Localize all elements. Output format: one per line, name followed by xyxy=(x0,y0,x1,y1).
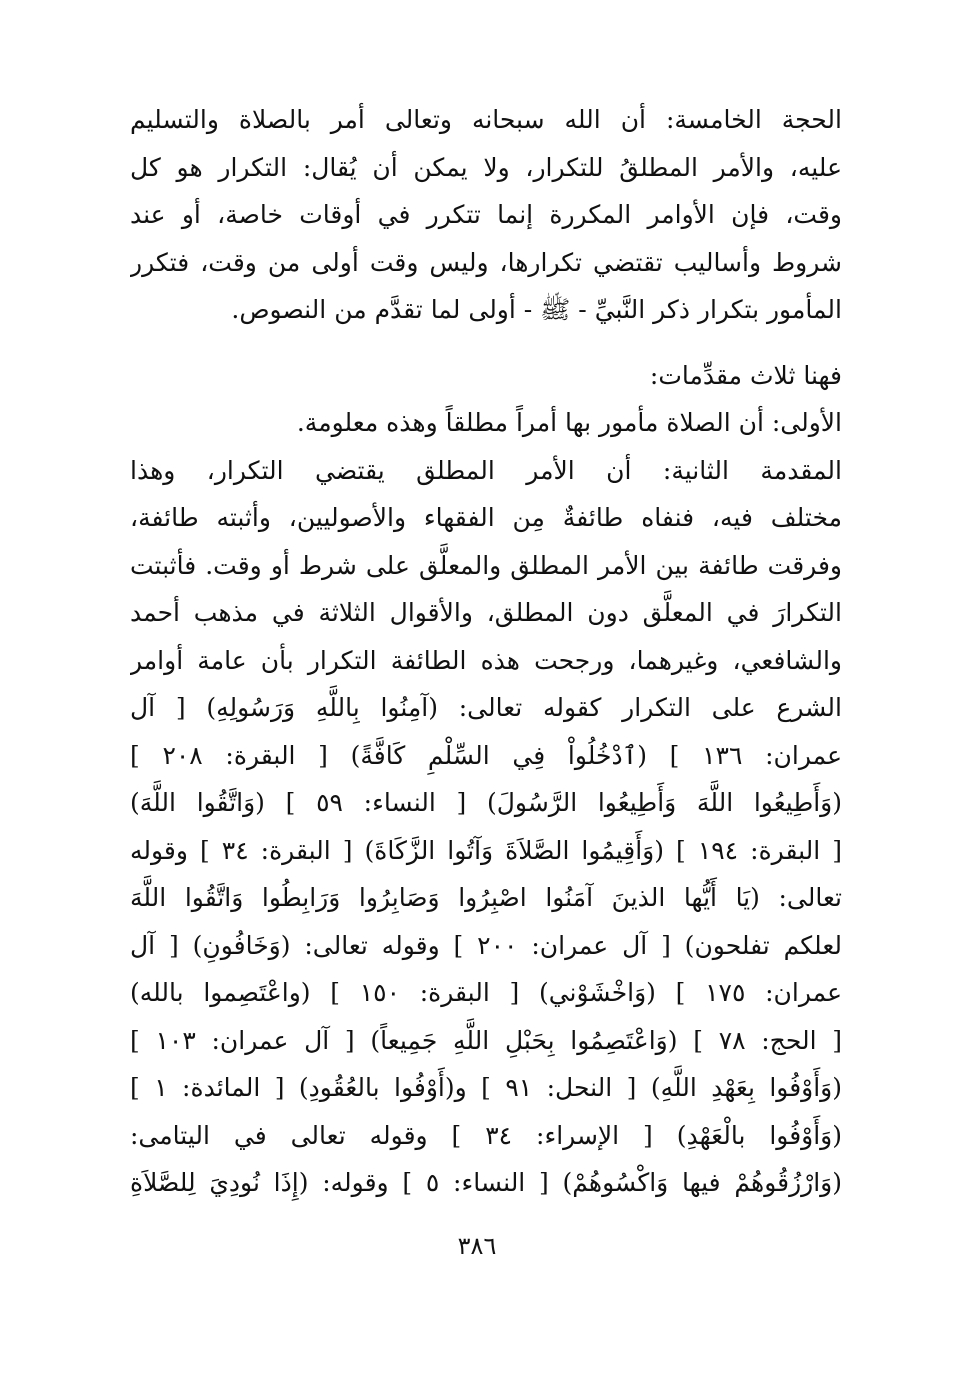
text-line: التكرارَ في المعلَّق دون المطلق، والأقوال الثلاثة في مذهب أحمد xyxy=(130,598,842,627)
text-line: فهنا ثلاث مقدِّمات: xyxy=(649,360,842,390)
text-line: الأولى: أن الصلاة مأمور بها أمراً مطلقاً وهذه معلومة. xyxy=(296,408,842,437)
paragraph-gap xyxy=(130,334,842,352)
text-line: شروط وأساليب تقتضي تكرارها، وليس وقت أولى من وقت، فتكرر xyxy=(130,247,842,277)
text-line: المأمور بتكرار ذكر النَّبيِّ - ﷺ - أولى لما تقدَّم من النصوص. xyxy=(231,295,842,324)
text-line: والشافعي، وغيرهما، ورجحت هذه الطائفة التكرار بأن عامة أوامر xyxy=(130,645,842,675)
text-line: مختلف فيه، فنفاه طائفةٌ مِن الفقهاء والأصوليين، وأثبته طائفة، xyxy=(130,503,842,532)
text-line: وقت، فإن الأوامر المكررة إنما تتكرر في أوقات خاصة، أو عند xyxy=(130,200,842,229)
text-line: [ البقرة: ١٩٤ ] (وَأَقِيمُوا الصَّلاَةَ وَآتُوا الزَّكَاةَ) [ البقرة: ٣٤ ] وقوله xyxy=(130,835,842,865)
page-number: ٣٨٦ xyxy=(457,1232,497,1260)
text-line: عليه، والأمر المطلقُ للتكرار، ولا يمكن أن يُقال: التكرار هو كل xyxy=(130,152,842,182)
document-page xyxy=(130,96,842,1256)
text-line: (وَأَوْفُوا بِعَهْدِ اللَّهِ) [ النحل: ٩١ ] و(أَوْفُوا بالعُقُودِ) [ المائدة: ١ ] xyxy=(130,1073,842,1102)
text-line: عمران: ١٧٥ ] (وَاخْشَوْني) [ البقرة: ١٥٠ ] (واعْتَصِموا بالله) xyxy=(130,978,842,1007)
text-line: المقدمة الثانية: أن الأمر المطلق يقتضي التكرار، وهذا xyxy=(130,455,842,485)
text-line: تعالى: (يَا أَيُّها الذينَ آمَنُوا اصْبِرُوا وَصَابِرُوا وَرَابِطُوا وَاتَّقُوا اللَّهَ xyxy=(130,883,842,912)
text-line: [ الحج: ٧٨ ] (وَاعْتَصِمُوا بِحَبْلِ اللَّهِ جَمِيعاً) [ آل عمران: ١٠٣ ] xyxy=(130,1025,842,1055)
text-line: عمران: ١٣٦ ] (ٱدْخُلُواْ فِي السِّلْمِ كَافَّةً) [ البقرة: ٢٠٨ ] xyxy=(130,740,842,770)
text-line: الشرع على التكرار كقوله تعالى: (آمِنُوا بِاللَّهِ وَرَسُولِهِ) [ آل xyxy=(130,693,842,722)
text-line: وفرقت طائفة بين الأمر المطلق والمعلَّق على شرط أو وقت. فأثبتت xyxy=(130,550,842,580)
text-line: (وَارْزُقُوهُمْ فيها وَاكْسُوهُمْ) [ النساء: ٥ ] وقوله: (إِذَا نُودِيَ لِلصَّلاَةِ xyxy=(130,1168,842,1197)
paragraph-fifth-argument xyxy=(130,96,842,334)
text-line: الحجة الخامسة: أن الله سبحانه وتعالى أمر بالصلاة والتسليم xyxy=(130,105,842,134)
text-line: (وَأَوْفُوا بالْعَهْدِ) [ الإسراء: ٣٤ ] وقوله تعالى في اليتامى: xyxy=(130,1120,842,1150)
paragraph-premises xyxy=(130,352,842,1207)
text-line: (وَأَطِيعُوا اللَّهَ وَأَطِيعُوا الرَّسُولَ) [ النساء: ٥٩ ] (وَاتَّقُوا اللَّهَ) xyxy=(130,788,842,817)
text-line: لعلكم تفلحون) [ آل عمران: ٢٠٠ ] وقوله تعالى: (وَخَافُونِ) [ آل xyxy=(130,930,842,960)
